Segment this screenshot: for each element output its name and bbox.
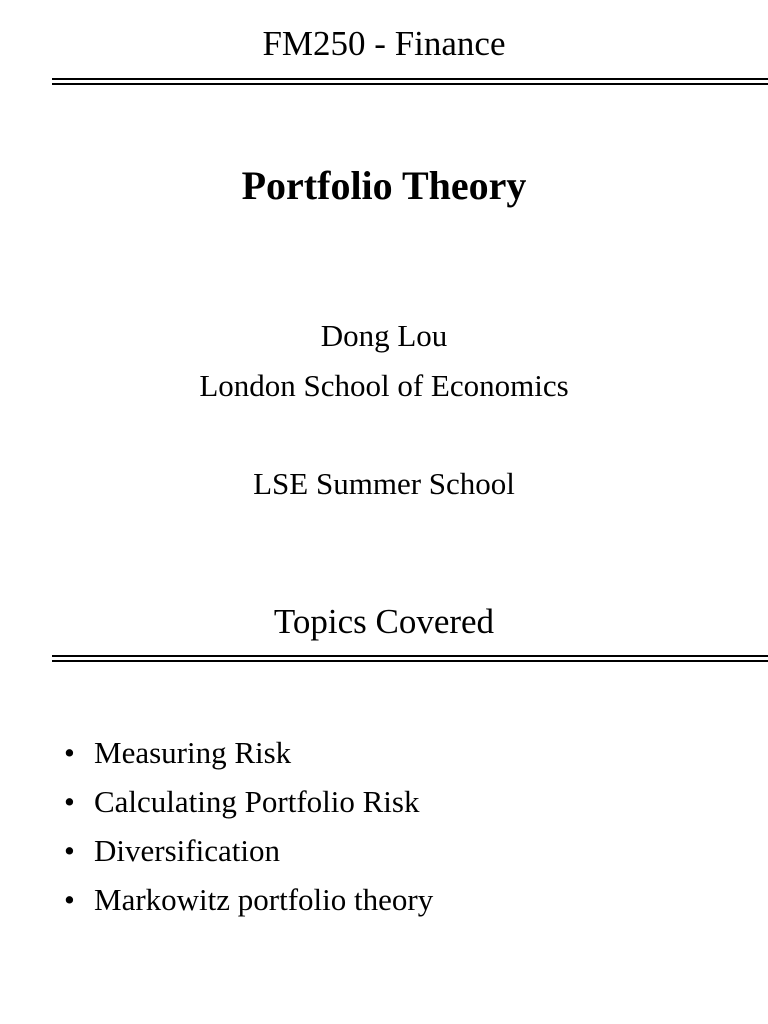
list-item — [64, 832, 433, 881]
slide-header: FM250 - Finance — [262, 24, 506, 63]
slide-title: Portfolio Theory — [241, 163, 527, 208]
bullet-icon: • — [64, 833, 75, 868]
list-item-text: Calculating Portfolio Risk — [94, 784, 420, 819]
list-item-text: Measuring Risk — [94, 735, 292, 770]
list-item-text: Markowitz portfolio theory — [94, 882, 434, 917]
author-name: Dong Lou — [320, 318, 448, 353]
bullet-icon: • — [64, 784, 75, 819]
list-item-text: Diversification — [94, 833, 280, 868]
header-divider — [52, 78, 768, 85]
header-divider — [52, 655, 768, 662]
list-item — [64, 783, 433, 832]
bullet-icon: • — [64, 882, 75, 917]
topics-list — [64, 734, 433, 930]
institution-name: London School of Economics — [199, 368, 569, 403]
program-name: LSE Summer School — [253, 466, 515, 501]
list-item — [64, 734, 433, 783]
bullet-icon: • — [64, 735, 75, 770]
list-item — [64, 881, 433, 930]
slide-header: Topics Covered — [273, 602, 495, 641]
